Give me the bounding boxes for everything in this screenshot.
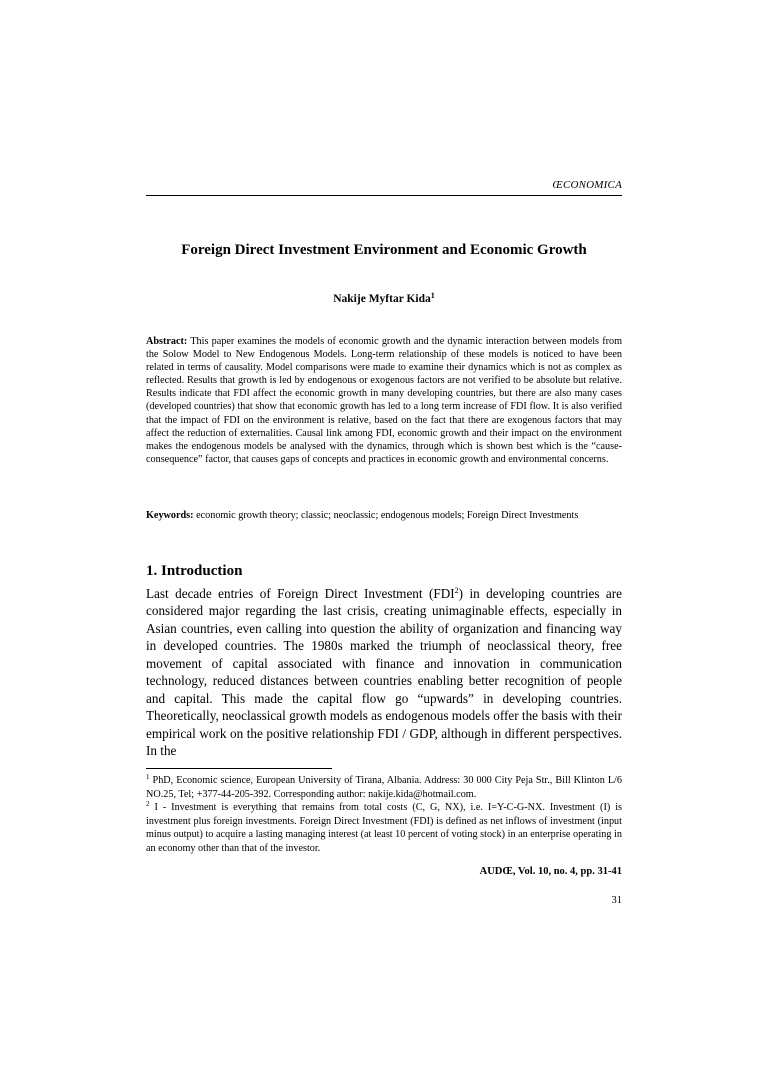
footnotes: [146, 774, 622, 856]
author-footnote-marker[interactable]: 1: [430, 291, 435, 300]
footnote-1: [146, 774, 622, 801]
page-number: 31: [611, 895, 622, 906]
abstract-label: Abstract:: [146, 336, 188, 347]
running-head: ŒCONOMICA: [552, 179, 622, 191]
author-line: [146, 293, 622, 305]
abstract: [146, 335, 622, 466]
keywords-text: economic growth theory; classic; neoclassic; endogenous models; Foreign Direct Investments: [193, 510, 579, 521]
footnote-2-text: I - Investment is everything that remains from total costs (C, G, NX), i.e. I=Y-C-G-NX. Investment (I) is investment plus foreign investments. Foreign Direct Investment (FDI) is defined as net inflows of investment (input minus output) to acquire a lasting managing interest (at least 10 percent of voting stock) in an enterprise operating in an economy other than that of the investor.: [146, 802, 622, 854]
introduction-paragraph: [146, 585, 622, 760]
body-footnote-marker[interactable]: 2: [454, 586, 459, 595]
section-heading: 1. Introduction: [146, 563, 243, 579]
body-text-part2: ) in developing countries are considered major regarding the last crisis, creating unimaginable effects, especially in Asian countries, even calling into question the ability of organization and financing way in developed countries. The 1980s marked the triumph of neoclassical theory, free movement of capital associated with finance and innovation in communication technology, reduced distances between countries enabling better recognition of people and capital. This made the capital flow go “upwards” in developing countries. Theoretically, neoclassical growth models as endogenous models offer the basis with their empirical work on the positive relationship FDI / GDP, although in different perspectives. In the: [146, 586, 623, 759]
journal-reference: AUDŒ, Vol. 10, no. 4, pp. 31-41: [479, 866, 622, 877]
footnote-1-text: PhD, Economic science, European University of Tirana, Albania. Address: 30 000 City Peja Str., Bill Klinton L/6 NO.25, Tel; +377-44-205-392. Corresponding author: nakije.kida@hotmail.com.: [146, 775, 622, 800]
footnote-2: [146, 801, 622, 855]
footnote-rule: [146, 768, 332, 769]
keywords-label: Keywords:: [146, 510, 194, 521]
keywords: [146, 509, 622, 522]
footnote-2-marker: 2: [146, 800, 150, 809]
footnote-1-marker: 1: [146, 773, 150, 781]
body-text-part1: Last decade entries of Foreign Direct Investment (FDI: [146, 586, 455, 601]
paper-title: Foreign Direct Investment Environment and Economic Growth: [181, 242, 587, 258]
abstract-text: This paper examines the models of economic growth and the dynamic interaction between models from the Solow Model to New Endogenous Models. Long-term relationship of these models is noticed to have been related in terms of causality. Model comparisons were made to examine their dynamics which is not as complex as reflected. Results that growth is led by endogenous or exogenous factors are not verified to be absolute but relative. Results indicate that FDI affect the economic growth in many developing countries, but there are also many cases (developed countries) that show that economic growth has led to a long term increase of FDI flow. It is also verified that the impact of FDI on the environment is relative, based on the fact that there are exogenous factors that may affect the reduction of externalities. Causal link among FDI, economic growth and their impact on the environment makes the endogenous models be analysed with the dynamics, through which is shown best which is the “cause-consequence” factor, that causes gaps of concepts and practices in economic growth and environmental concerns.: [146, 336, 622, 465]
header-rule: [146, 195, 622, 196]
author-name: Nakije Myftar Kida: [333, 293, 431, 305]
